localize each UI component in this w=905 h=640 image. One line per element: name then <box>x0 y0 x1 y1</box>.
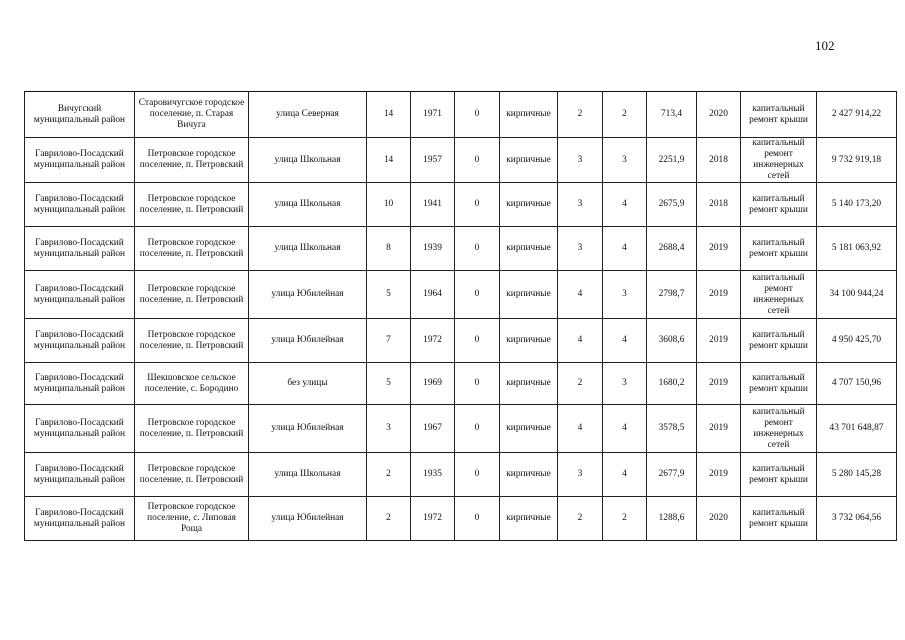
house-number-cell: 5 <box>367 271 411 319</box>
year-cell: 1972 <box>411 319 455 363</box>
year-cell: 1972 <box>411 497 455 541</box>
house-number-cell: 7 <box>367 319 411 363</box>
settlement-cell: Старовичугское городское поселение, п. Старая Вичуга <box>135 92 249 138</box>
district-cell: Гаврилово-Посадский муниципальный район <box>25 363 135 405</box>
year-cell: 1939 <box>411 227 455 271</box>
work-type-cell: капитальный ремонт инженерных сетей <box>741 271 817 319</box>
house-number-cell: 2 <box>367 453 411 497</box>
floors-cell: 2 <box>558 497 603 541</box>
wall-material-cell <box>500 92 558 138</box>
zero-cell: 0 <box>455 92 500 138</box>
area-cell: 2798,7 <box>647 271 697 319</box>
floors-cell: 4 <box>558 271 603 319</box>
entrances-cell: 4 <box>603 227 647 271</box>
zero-cell: 0 <box>455 453 500 497</box>
area-cell: 2677,9 <box>647 453 697 497</box>
work-type-cell: капитальный ремонт крыши <box>741 92 817 138</box>
amount-cell: 34 100 944,24 <box>817 271 897 319</box>
housing-repair-table <box>24 91 897 541</box>
street-cell: улица Юбилейная <box>249 271 367 319</box>
district-cell: Гаврилово-Посадский муниципальный район <box>25 183 135 227</box>
settlement-cell: Петровское городское поселение, с. Липовая Роща <box>135 497 249 541</box>
plan-year-cell: 2019 <box>697 271 741 319</box>
entrances-cell: 4 <box>603 319 647 363</box>
amount-cell: 2 427 914,22 <box>817 92 897 138</box>
wall-material-text: кирпичные <box>506 469 551 479</box>
wall-material-cell <box>500 319 558 363</box>
table-row <box>25 138 897 183</box>
plan-year-cell: 2019 <box>697 319 741 363</box>
district-cell: Гаврилово-Посадский муниципальный район <box>25 319 135 363</box>
street-cell: улица Школьная <box>249 183 367 227</box>
area-cell: 2251,9 <box>647 138 697 183</box>
house-number-cell: 8 <box>367 227 411 271</box>
street-cell: без улицы <box>249 363 367 405</box>
zero-cell: 0 <box>455 497 500 541</box>
plan-year-cell: 2019 <box>697 363 741 405</box>
street-cell: улица Юбилейная <box>249 405 367 453</box>
table-row <box>25 92 897 138</box>
year-cell: 1967 <box>411 405 455 453</box>
settlement-cell: Петровское городское поселение, п. Петровский <box>135 227 249 271</box>
zero-cell: 0 <box>455 271 500 319</box>
district-cell: Вичугский муниципальный район <box>25 92 135 138</box>
settlement-cell: Петровское городское поселение, п. Петровский <box>135 271 249 319</box>
area-cell: 1680,2 <box>647 363 697 405</box>
street-cell: улица Школьная <box>249 227 367 271</box>
wall-material-text: кирпичные <box>506 154 551 165</box>
year-cell: 1969 <box>411 363 455 405</box>
year-cell: 1971 <box>411 92 455 138</box>
area-cell: 3578,5 <box>647 405 697 453</box>
plan-year-cell: 2018 <box>697 138 741 183</box>
zero-cell: 0 <box>455 227 500 271</box>
entrances-cell: 4 <box>603 183 647 227</box>
table-row <box>25 227 897 271</box>
entrances-cell: 2 <box>603 92 647 138</box>
floors-cell: 3 <box>558 183 603 227</box>
floors-cell: 4 <box>558 319 603 363</box>
house-number-cell: 10 <box>367 183 411 227</box>
zero-cell: 0 <box>455 183 500 227</box>
district-cell: Гаврилово-Посадский муниципальный район <box>25 453 135 497</box>
house-number-cell: 5 <box>367 363 411 405</box>
year-cell: 1957 <box>411 138 455 183</box>
table-row <box>25 319 897 363</box>
zero-cell: 0 <box>455 363 500 405</box>
plan-year-cell: 2019 <box>697 453 741 497</box>
settlement-cell: Петровское городское поселение, п. Петровский <box>135 319 249 363</box>
area-cell: 3608,6 <box>647 319 697 363</box>
table-row <box>25 363 897 405</box>
district-cell: Гаврилово-Посадский муниципальный район <box>25 138 135 183</box>
wall-material-text: кирпичные <box>506 423 551 433</box>
floors-cell: 2 <box>558 363 603 405</box>
wall-material-cell <box>500 363 558 405</box>
settlement-cell: Петровское городское поселение, п. Петровский <box>135 138 249 183</box>
street-cell: улица Юбилейная <box>249 319 367 363</box>
amount-cell: 5 140 173,20 <box>817 183 897 227</box>
work-type-cell: капитальный ремонт крыши <box>741 183 817 227</box>
plan-year-cell: 2018 <box>697 183 741 227</box>
wall-material-cell <box>500 453 558 497</box>
wall-material-cell <box>500 138 558 183</box>
work-type-cell: капитальный ремонт крыши <box>741 497 817 541</box>
amount-cell: 4 950 425,70 <box>817 319 897 363</box>
settlement-cell: Петровское городское поселение, п. Петровский <box>135 453 249 497</box>
wall-material-cell <box>500 497 558 541</box>
table-body <box>25 92 897 541</box>
page-number: 102 <box>815 38 835 53</box>
work-type-cell: капитальный ремонт крыши <box>741 453 817 497</box>
floors-cell: 3 <box>558 227 603 271</box>
floors-cell: 2 <box>558 92 603 138</box>
area-cell: 1288,6 <box>647 497 697 541</box>
street-cell: улица Северная <box>249 92 367 138</box>
plan-year-cell: 2020 <box>697 497 741 541</box>
amount-cell: 3 732 064,56 <box>817 497 897 541</box>
entrances-cell: 4 <box>603 453 647 497</box>
floors-cell: 4 <box>558 405 603 453</box>
year-cell: 1941 <box>411 183 455 227</box>
entrances-cell: 3 <box>603 363 647 405</box>
year-cell: 1935 <box>411 453 455 497</box>
district-cell: Гаврилово-Посадский муниципальный район <box>25 227 135 271</box>
house-number-cell: 2 <box>367 497 411 541</box>
work-type-cell: капитальный ремонт крыши <box>741 319 817 363</box>
entrances-cell: 3 <box>603 271 647 319</box>
wall-material-text: кирпичные <box>506 243 551 253</box>
settlement-cell: Шекшовское сельское поселение, с. Бородино <box>135 363 249 405</box>
wall-material-text: кирпичные <box>506 199 551 209</box>
table-row <box>25 453 897 497</box>
wall-material-text: кирпичные <box>506 109 551 119</box>
house-number-cell: 14 <box>367 138 411 183</box>
amount-cell: 5 280 145,28 <box>817 453 897 497</box>
entrances-cell: 4 <box>603 405 647 453</box>
year-cell: 1964 <box>411 271 455 319</box>
wall-material-cell <box>500 405 558 453</box>
wall-material-cell <box>500 183 558 227</box>
table-row <box>25 405 897 453</box>
amount-cell: 4 707 150,96 <box>817 363 897 405</box>
settlement-cell: Петровское городское поселение, п. Петровский <box>135 405 249 453</box>
plan-year-cell: 2019 <box>697 405 741 453</box>
entrances-cell: 3 <box>603 138 647 183</box>
amount-cell: 9 732 919,18 <box>817 138 897 183</box>
floors-cell: 3 <box>558 138 603 183</box>
work-type-cell: капитальный ремонт инженерных сетей <box>741 138 817 183</box>
house-number-cell: 3 <box>367 405 411 453</box>
area-cell: 2675,9 <box>647 183 697 227</box>
district-cell: Гаврилово-Посадский муниципальный район <box>25 497 135 541</box>
zero-cell: 0 <box>455 138 500 183</box>
table-row <box>25 497 897 541</box>
street-cell: улица Юбилейная <box>249 497 367 541</box>
work-type-cell: капитальный ремонт крыши <box>741 227 817 271</box>
settlement-cell: Петровское городское поселение, п. Петровский <box>135 183 249 227</box>
area-cell: 713,4 <box>647 92 697 138</box>
district-cell: Гаврилово-Посадский муниципальный район <box>25 405 135 453</box>
amount-cell: 5 181 063,92 <box>817 227 897 271</box>
work-type-cell: капитальный ремонт инженерных сетей <box>741 405 817 453</box>
area-cell: 2688,4 <box>647 227 697 271</box>
house-number-cell: 14 <box>367 92 411 138</box>
plan-year-cell: 2019 <box>697 227 741 271</box>
wall-material-cell <box>500 227 558 271</box>
amount-cell: 43 701 648,87 <box>817 405 897 453</box>
wall-material-cell <box>500 271 558 319</box>
zero-cell: 0 <box>455 405 500 453</box>
plan-year-cell: 2020 <box>697 92 741 138</box>
wall-material-text: кирпичные <box>506 289 551 299</box>
street-cell: улица Школьная <box>249 138 367 183</box>
zero-cell: 0 <box>455 319 500 363</box>
wall-material-text: кирпичные <box>506 335 551 345</box>
wall-material-text: кирпичные <box>506 513 551 523</box>
street-cell: улица Школьная <box>249 453 367 497</box>
table-row <box>25 183 897 227</box>
entrances-cell: 2 <box>603 497 647 541</box>
district-cell: Гаврилово-Посадский муниципальный район <box>25 271 135 319</box>
wall-material-text: кирпичные <box>506 378 551 388</box>
work-type-cell: капитальный ремонт крыши <box>741 363 817 405</box>
table-row <box>25 271 897 319</box>
floors-cell: 3 <box>558 453 603 497</box>
